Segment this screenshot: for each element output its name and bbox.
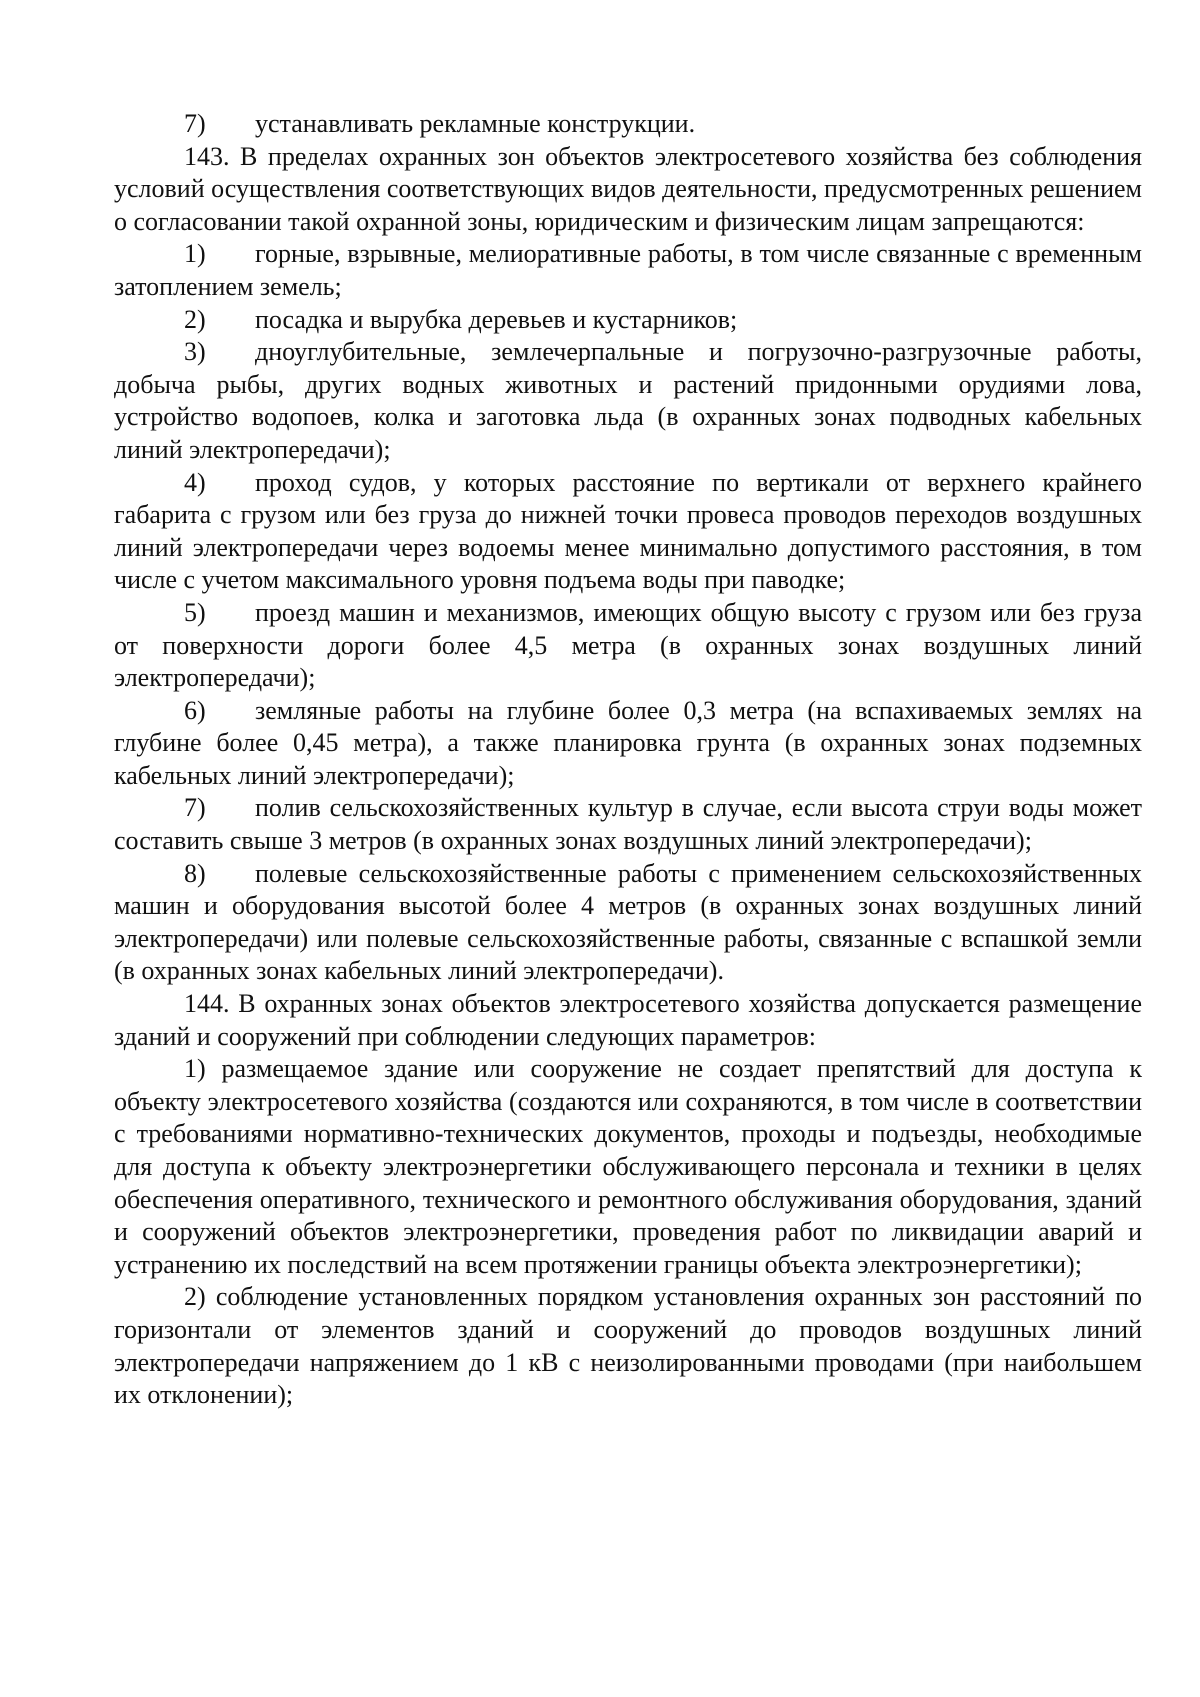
item-text: дноуглубительные, землечерпальные и погрузочно-разгрузочные работы, добыча рыбы, других водных животных и растений придонными орудиями лова, устройство водопоев, колка и заготовка льда (в охранных зонах подводных кабельных линий электропередачи); xyxy=(114,337,1142,464)
item-number: 2) xyxy=(184,304,206,334)
item-text: горные, взрывные, мелиоративные работы, в том числе связанные с временным затоплением земель; xyxy=(114,239,1142,301)
item-number: 7) xyxy=(184,793,206,823)
item-text: полив сельскохозяйственных культур в случае, если высота струи воды может составить свыше 3 метров (в охранных зонах воздушных линий электропередачи); xyxy=(114,793,1142,856)
item-text: посадка и вырубка деревьев и кустарников; xyxy=(255,304,738,334)
item-number: 6) xyxy=(184,695,206,725)
sub-item xyxy=(114,1053,1142,1281)
paragraph-144 xyxy=(114,988,1142,1053)
list-item xyxy=(114,695,1142,793)
item-number: 5) xyxy=(184,597,206,627)
document-page xyxy=(114,108,1142,1412)
item-number: 4) xyxy=(184,467,206,497)
list-item xyxy=(114,792,1142,857)
list-item xyxy=(114,858,1142,988)
list-item xyxy=(114,467,1142,597)
item-text: земляные работы на глубине более 0,3 метра (на вспахиваемых землях на глубине более 0,45 метра), а также планировка грунта (в охранных зонах подземных кабельных линий электропередачи); xyxy=(114,695,1142,790)
item-number: 8) xyxy=(184,858,206,888)
item-text: устанавливать рекламные конструкции. xyxy=(255,109,696,138)
item-number: 7) xyxy=(184,109,206,138)
item-number: 1) xyxy=(184,239,206,269)
list-item xyxy=(114,304,1142,337)
list-item xyxy=(114,238,1142,303)
list-item xyxy=(114,336,1142,466)
list-item xyxy=(114,597,1142,695)
sub-item xyxy=(114,1281,1142,1411)
paragraph-143 xyxy=(114,141,1142,239)
item-number: 3) xyxy=(184,337,206,367)
item-text: проход судов, у которых расстояние по вертикали от верхнего крайнего габарита с грузом или без груза до нижней точки провеса проводов переходов воздушных линий электропередачи через водоемы менее минимально допустимого расстояния, в том числе с учетом максимального уровня подъема воды при паводке; xyxy=(114,467,1142,595)
list-item xyxy=(114,108,1142,141)
paragraph-text: 1) размещаемое здание или сооружение не создает препятствий для доступа к объекту электросетевого хозяйства (создаются или сохраняются, в том числе в соответствии с требованиями нормативно-технических документов, проходы и подъезды, необходимые для доступа к объекту электроэнергетики обслуживающего персонала и техники в целях обеспечения оперативного, технического и ремонтного обслуживания оборудования, зданий и сооружений объектов электроэнергетики, проведения работ по ликвидации аварий и устранению их последствий на всем протяжении границы объекта электроэнергетики); xyxy=(114,1054,1142,1279)
item-text: полевые сельскохозяйственные работы с применением сельскохозяйственных машин и оборудования высотой более 4 метров (в охранных зонах воздушных линий электропередачи) или полевые сельскохозяйственные работы, связанные с вспашкой земли (в охранных зонах кабельных линий электропередачи). xyxy=(114,858,1142,986)
item-text: проезд машин и механизмов, имеющих общую высоту с грузом или без груза от поверхности дороги более 4,5 метра (в охранных зонах воздушных линий электропередачи); xyxy=(114,597,1142,693)
paragraph-text: 143. В пределах охранных зон объектов электросетевого хозяйства без соблюдения условий осуществления соответствующих видов деятельности, предусмотренных решением о согласовании такой охранной зоны, юридическим и физическим лицам запрещаются: xyxy=(114,141,1142,236)
paragraph-text: 144. В охранных зонах объектов электросетевого хозяйства допускается размещение зданий и сооружений при соблюдении следующих параметров: xyxy=(114,989,1142,1051)
paragraph-text: 2) соблюдение установленных порядком установления охранных зон расстояний по горизонтали от элементов зданий и сооружений до проводов воздушных линий электропередачи напряжением до 1 кВ с неизолированными проводами (при наибольшем их отклонении); xyxy=(114,1282,1142,1410)
